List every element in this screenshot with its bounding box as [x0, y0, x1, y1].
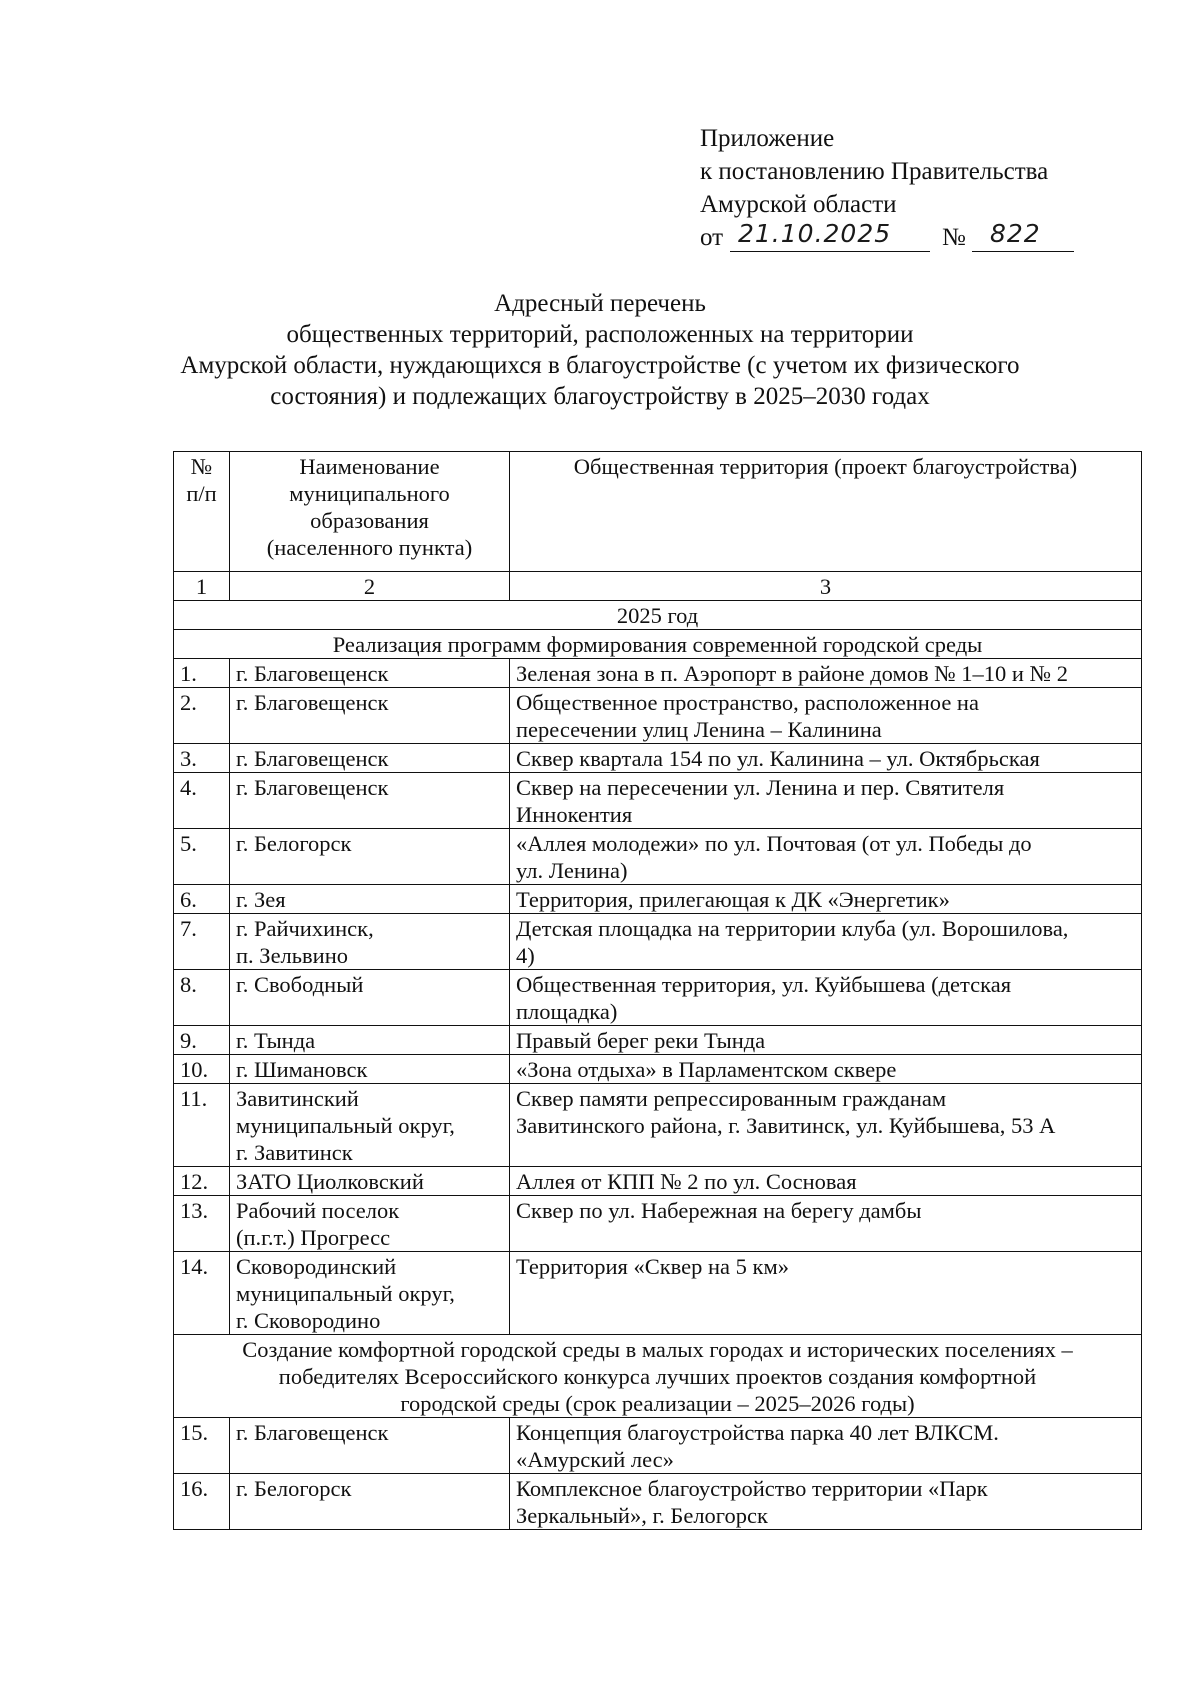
- table-row: [174, 1252, 1142, 1335]
- row-municipality: г. Благовещенск: [230, 659, 510, 688]
- table-header-row: [174, 452, 1142, 572]
- row-number: 2.: [174, 688, 230, 744]
- table-row: [174, 914, 1142, 970]
- appendix-line-2: к постановлению Правительства: [700, 158, 1049, 185]
- title-line-2: общественных территорий, расположенных на территории: [286, 321, 914, 348]
- row-territory: Концепция благоустройства парка 40 лет ВЛКСМ. «Амурский лес»: [510, 1418, 1142, 1474]
- row-municipality: г. Белогорск: [230, 1474, 510, 1530]
- row-number: 13.: [174, 1196, 230, 1252]
- row-municipality: г. Райчихинск, п. Зельвино: [230, 914, 510, 970]
- row-territory: «Аллея молодежи» по ул. Почтовая (от ул. Победы до ул. Ленина): [510, 829, 1142, 885]
- table-row: [174, 744, 1142, 773]
- table-row: [174, 970, 1142, 1026]
- header-num: № п/п: [174, 452, 230, 572]
- table-row: [174, 688, 1142, 744]
- number-prefix: №: [942, 224, 966, 251]
- row-number: 14.: [174, 1252, 230, 1335]
- row-territory: Детская площадка на территории клуба (ул. Ворошилова, 4): [510, 914, 1142, 970]
- row-number: 12.: [174, 1167, 230, 1196]
- number-field: [972, 221, 1074, 252]
- table-row: [174, 1418, 1142, 1474]
- row-number: 1.: [174, 659, 230, 688]
- row-territory: Сквер квартала 154 по ул. Калинина – ул. Октябрьская: [510, 744, 1142, 773]
- row-territory: Аллея от КПП № 2 по ул. Сосновая: [510, 1167, 1142, 1196]
- row-number: 6.: [174, 885, 230, 914]
- header-municipality: Наименование муниципального образования (населенного пункта): [230, 452, 510, 572]
- table-row: [174, 1474, 1142, 1530]
- appendix-block: [700, 122, 1048, 254]
- table-row: [174, 1084, 1142, 1167]
- row-municipality: Рабочий поселок (п.г.т.) Прогресс: [230, 1196, 510, 1252]
- row-territory: «Зона отдыха» в Парламентском сквере: [510, 1055, 1142, 1084]
- row-territory: Комплексное благоустройство территории «Парк Зеркальный», г. Белогорск: [510, 1474, 1142, 1530]
- row-territory: Общественная территория, ул. Куйбышева (детская площадка): [510, 970, 1142, 1026]
- section-1-title: Реализация программ формирования современной городской среды: [174, 630, 1142, 659]
- row-municipality: г. Зея: [230, 885, 510, 914]
- table-row: [174, 829, 1142, 885]
- row-municipality: г. Шимановск: [230, 1055, 510, 1084]
- row-territory: Сквер памяти репрессированным гражданам Завитинского района, г. Завитинск, ул. Куйбышева, 53 А: [510, 1084, 1142, 1167]
- column-number-2: 2: [230, 572, 510, 601]
- row-municipality: г. Благовещенск: [230, 773, 510, 829]
- row-number: 5.: [174, 829, 230, 885]
- table-row: [174, 1055, 1142, 1084]
- table-row: [174, 885, 1142, 914]
- row-number: 9.: [174, 1026, 230, 1055]
- column-number-1: 1: [174, 572, 230, 601]
- row-number: 8.: [174, 970, 230, 1026]
- row-number: 4.: [174, 773, 230, 829]
- row-number: 15.: [174, 1418, 230, 1474]
- table-row: [174, 1026, 1142, 1055]
- row-territory: Территория «Сквер на 5 км»: [510, 1252, 1142, 1335]
- row-territory: Общественное пространство, расположенное на пересечении улиц Ленина – Калинина: [510, 688, 1142, 744]
- column-number-3: 3: [510, 572, 1142, 601]
- date-prefix: от: [700, 224, 724, 251]
- column-numbers-row: [174, 572, 1142, 601]
- table-row: [174, 659, 1142, 688]
- appendix-line-1: Приложение: [700, 125, 835, 152]
- row-municipality: г. Белогорск: [230, 829, 510, 885]
- row-municipality: г. Благовещенск: [230, 744, 510, 773]
- title-line-4: состояния) и подлежащих благоустройству в 2025–2030 годах: [270, 383, 930, 410]
- row-number: 11.: [174, 1084, 230, 1167]
- title-line-1: Адресный перечень: [494, 290, 706, 317]
- document-title: [120, 288, 1080, 412]
- row-municipality: г. Свободный: [230, 970, 510, 1026]
- row-number: 10.: [174, 1055, 230, 1084]
- title-line-3: Амурской области, нуждающихся в благоустройстве (с учетом их физического: [180, 352, 1020, 379]
- row-territory: Правый берег реки Тында: [510, 1026, 1142, 1055]
- territories-table: [173, 451, 1142, 1530]
- row-territory: Зеленая зона в п. Аэропорт в районе домов № 1–10 и № 2: [510, 659, 1142, 688]
- row-territory: Территория, прилегающая к ДК «Энергетик»: [510, 885, 1142, 914]
- row-municipality: ЗАТО Циолковский: [230, 1167, 510, 1196]
- table-row: [174, 773, 1142, 829]
- table-row: [174, 1196, 1142, 1252]
- table-row: [174, 1167, 1142, 1196]
- appendix-line-3: Амурской области: [700, 191, 897, 218]
- section-2-row: [174, 1335, 1142, 1418]
- row-municipality: Завитинский муниципальный округ, г. Завитинск: [230, 1084, 510, 1167]
- row-municipality: г. Благовещенск: [230, 1418, 510, 1474]
- row-municipality: г. Благовещенск: [230, 688, 510, 744]
- year-row: [174, 601, 1142, 630]
- number-handwritten: 822: [990, 219, 1041, 248]
- section-1-row: [174, 630, 1142, 659]
- date-field: [730, 221, 930, 252]
- row-territory: Сквер на пересечении ул. Ленина и пер. Святителя Иннокентия: [510, 773, 1142, 829]
- row-number: 7.: [174, 914, 230, 970]
- row-number: 3.: [174, 744, 230, 773]
- row-number: 16.: [174, 1474, 230, 1530]
- date-handwritten: 21.10.2025: [738, 219, 892, 248]
- header-territory: Общественная территория (проект благоустройства): [510, 452, 1142, 572]
- row-municipality: г. Тында: [230, 1026, 510, 1055]
- row-municipality: Сковородинский муниципальный округ, г. Сковородино: [230, 1252, 510, 1335]
- row-territory: Сквер по ул. Набережная на берегу дамбы: [510, 1196, 1142, 1252]
- section-2-title: Создание комфортной городской среды в малых городах и исторических поселениях – победителях Всероссийского конкурса лучших проектов создания комфортной городской среды (срок реализации – 2025–2026 годы): [174, 1335, 1142, 1418]
- year-label: 2025 год: [174, 601, 1142, 630]
- appendix-date-number-line: [700, 221, 1048, 254]
